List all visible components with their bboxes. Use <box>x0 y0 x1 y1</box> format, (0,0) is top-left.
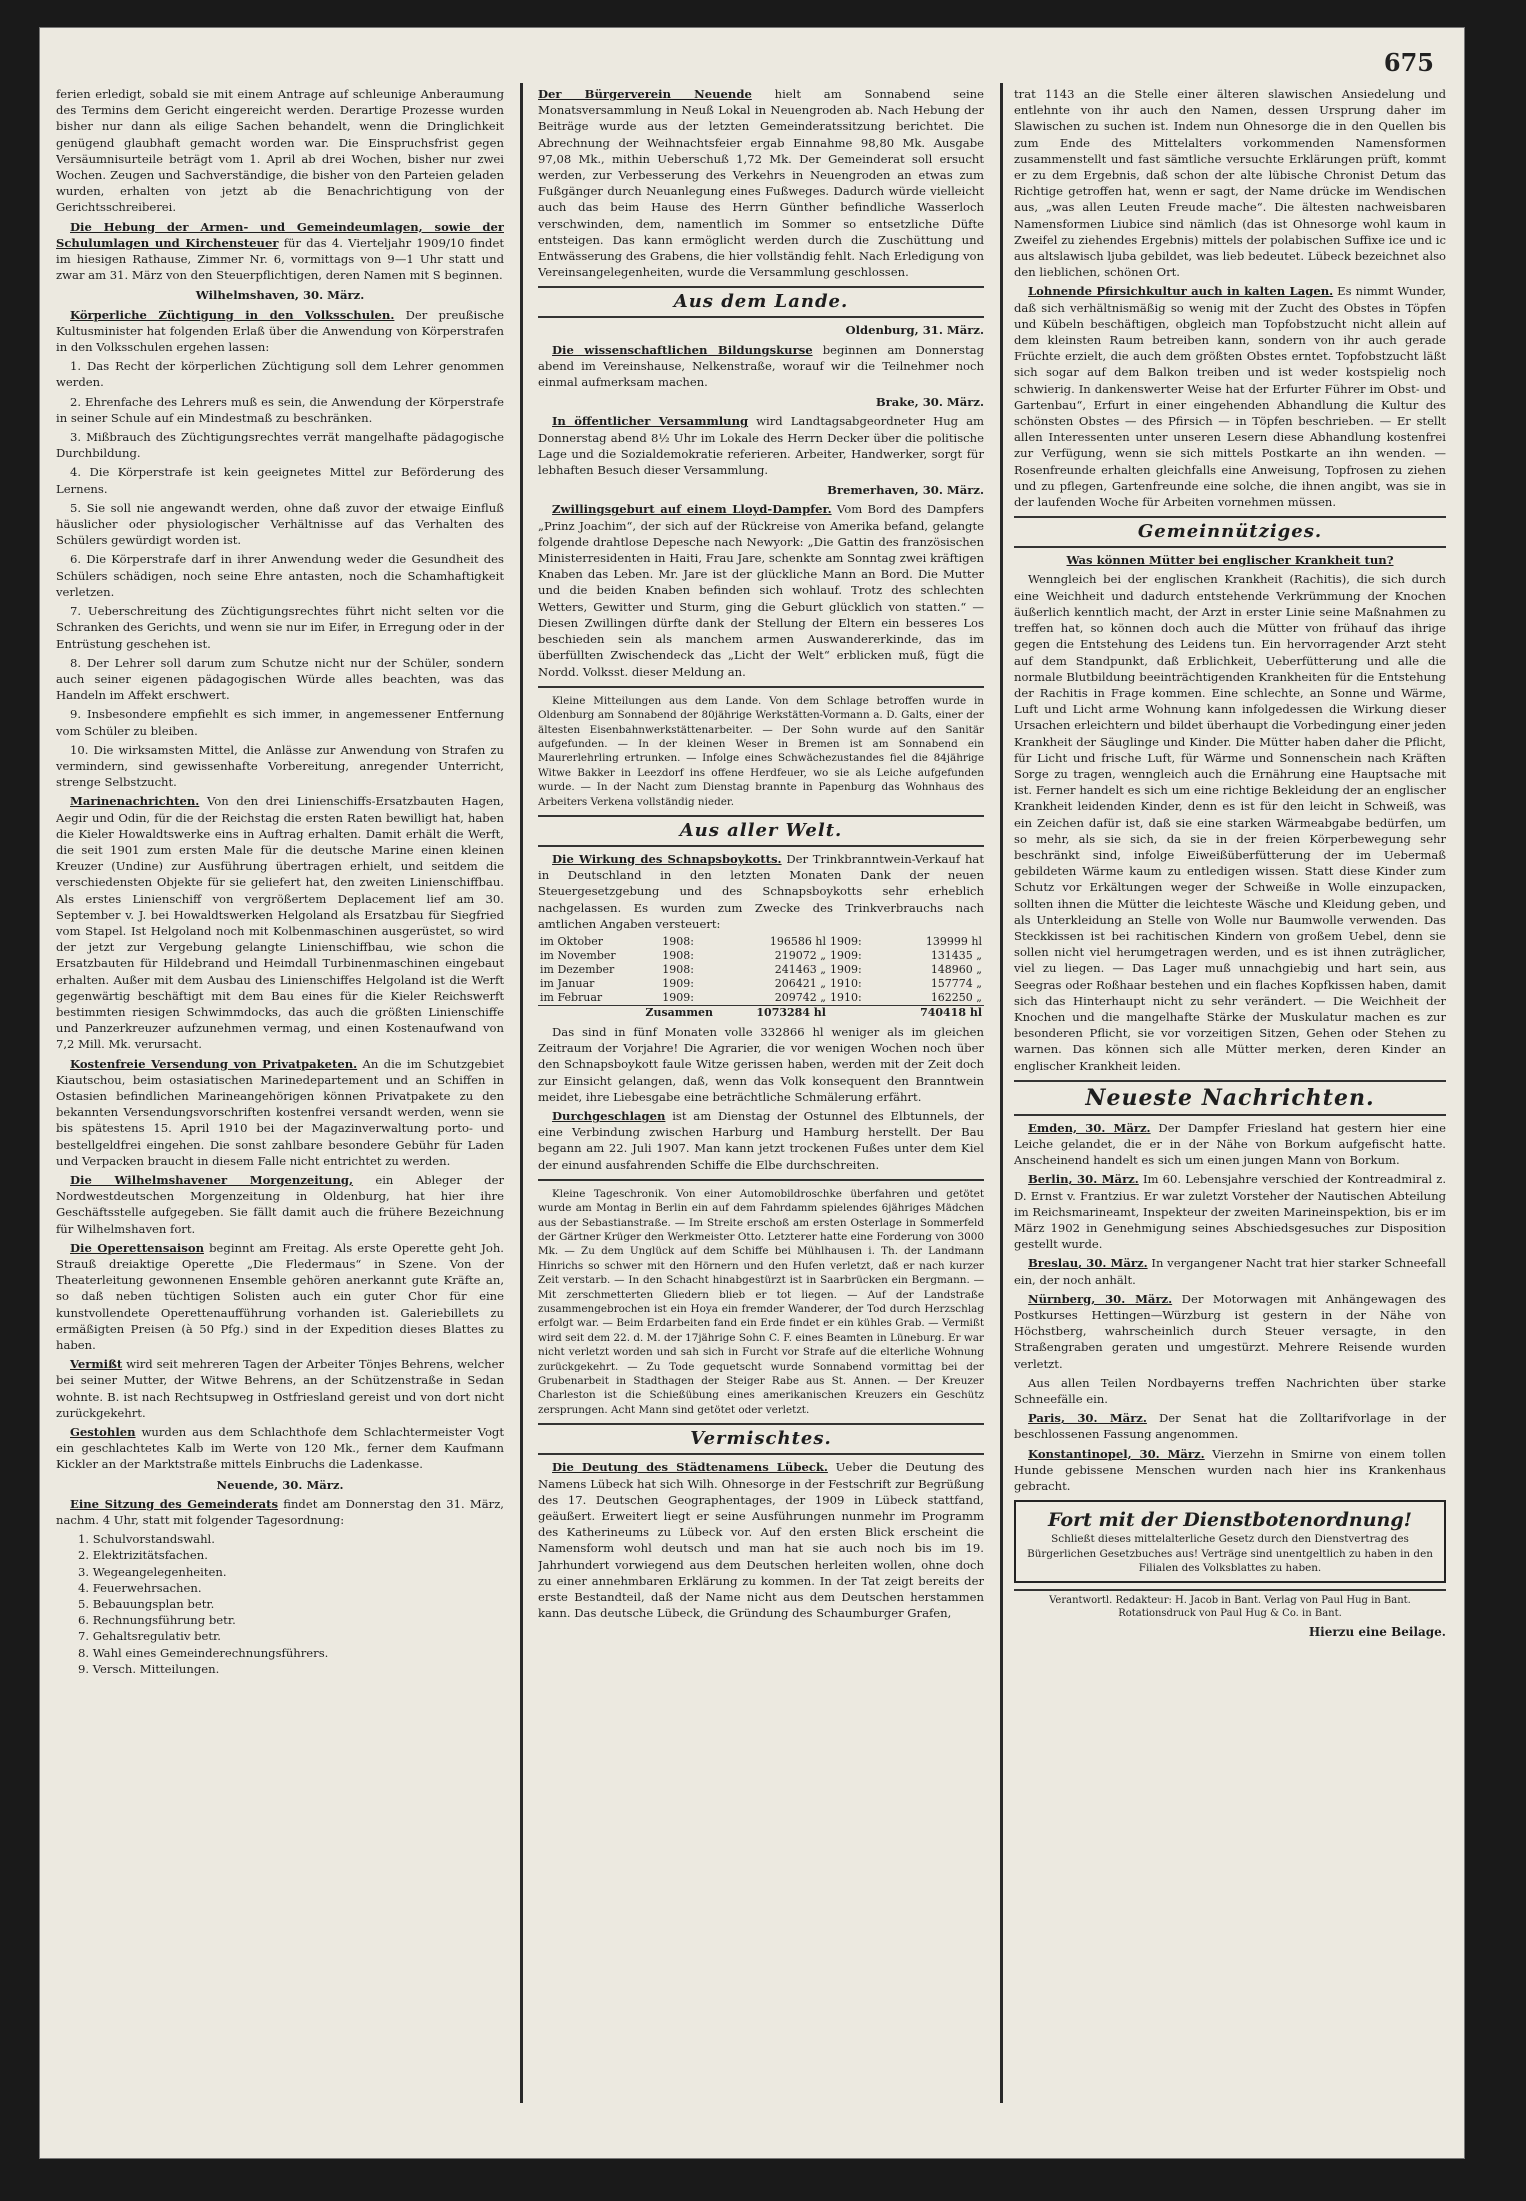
table-cell: im Dezember <box>540 962 615 976</box>
agenda-list <box>78 1531 504 1677</box>
table-cell: 1909: <box>662 976 694 990</box>
article-headline: Die Hebung der Armen- und Gemeindeumlagen, sowie der Schulumlagen und Kirchensteuer <box>56 219 504 250</box>
section-heading: Gemeinnütziges. <box>1014 516 1446 548</box>
list-item: 3. Mißbrauch des Züchtigungsrechtes verrät mangelhafte pädagogische Durchbildung. <box>56 430 504 461</box>
section-heading: Neueste Nachrichten. <box>1014 1080 1446 1116</box>
article-paragraph <box>538 1459 984 1621</box>
article-headline: Zwillingsgeburt auf einem Lloyd-Dampfer. <box>552 502 832 517</box>
article-paragraph <box>538 1108 984 1173</box>
article-paragraph <box>56 793 504 1052</box>
article-headline: Gestohlen <box>70 1425 136 1440</box>
article-paragraph <box>56 219 504 284</box>
agenda-item: 7. Gehaltsregulativ betr. <box>78 1629 221 1644</box>
article-paragraph: Wenngleich bei der englischen Krankheit (Rachitis), die sich durch eine Weichheit und dadurch entstehende Verkrümmung der Knochen äußerlich kenntlich macht, der Arzt in erster Linie seine Maßnahmen zu treffen hat, so können doch auch die Mütter von frühauf das ihrige gegen die Entstehung des Leidens tun. Ein hervorragender Arzt steht auf dem Standpunkt, daß Erblichkeit, Ueberfütterung und alle die normale Blutbildung beeinträchtigenden Krankheiten für die Entstehung der Rachitis in Frage kommen. Eine schlechte, an Sonne und Wärme, Luft und Licht arme Wohnung kann infolgedessen die Wirkung dieser Ursachen erleichtern und bildet überhaupt die Vorbedingung einer jeden Krankheit der Säuglinge und Kinder. Die Mütter haben daher die Pflicht, für Licht und frische Luft, für Wärme und Sonnenschein nach Kräften Sorge zu tragen, wenngleich auch die Ernährung eine Hauptsache mit ist. Ferner handelt es sich um eine richtige Bekleidung der an englischer Krankheit leidenden Kinder, denn es ist für den leicht in Schweiß, was ein Zeichen dafür ist, daß sie eine starken Wärmeabgabe bedürfen, um so mehr, als sie sich, da sie in der freien Körperbewegung sehr beschränkt sind, infolge Eiweißüberfütterung der im Uebermaß gebildeten Wärme kaum zu entledigen wissen. Statt diese Kinder zum Schutz vor Erkältungen weger der Schweiße in Wolle einzupacken, sollten ihnen die Mütter die leichteste Wäsche und Kleidung geben, und als Unterkleidung an Stelle von Wolle nur Baumwolle verwenden. Das Steckkissen ist bei rachitischen Kindern von großem Uebel, denn sie sollen nicht viel herumgetragen werden, und es ist ihnen zuträglicher, viel zu liegen. — Das Lager muß unnachgiebig und hart sein, aus Seegras oder Roßhaar bestehen und ein flaches Kopfkissen haben, damit sich das Hinterhaupt nicht zu sehr verändert. — Die Weichheit der Knochen und die mangelhafte Stärke der Muskulatur machen es zur besonderen Pflicht, sie vor vorzeitigen Sitzen, Gehen oder Stehen zu warnen. Das können sich alle Mütter merken, deren Kinder an englischer Krankheit leiden. <box>1014 572 1446 1073</box>
article-paragraph <box>538 501 984 679</box>
article-paragraph <box>1014 283 1446 510</box>
article-headline: Die Operettensaison <box>70 1240 204 1255</box>
article-headline: Lohnende Pfirsichkultur auch in kalten Lagen. <box>1028 284 1334 299</box>
article-headline: Die wissenschaftlichen Bildungskurse <box>552 342 813 357</box>
article-headline: Die Deutung des Städtenamens Lübeck. <box>552 1460 828 1475</box>
dateline: Paris, 30. März. <box>1028 1411 1147 1426</box>
dateline: Neuende, 30. März. <box>216 1477 344 1492</box>
table-cell: 1908: <box>662 948 694 962</box>
article-headline: Die Wirkung des Schnapsboykotts. <box>552 851 782 866</box>
article-headline: Marinenachrichten. <box>70 794 200 809</box>
advertisement-text: Schließt dieses mittelalterliche Gesetz durch den Dienstvertrag des Bürgerlichen Gesetzbuches aus! Verträge sind unentgeltlich zu haben in den Filialen des Volksblattes zu haben. <box>1027 1533 1433 1575</box>
table-row <box>538 977 984 991</box>
table-cell: 139999 hl <box>925 934 982 948</box>
table-cell: 1073284 hl <box>715 1005 828 1020</box>
table-cell: 157774 „ <box>930 976 982 990</box>
table-cell: 1908: <box>662 934 694 948</box>
dateline: Bremerhaven, 30. März. <box>827 483 984 498</box>
table-cell: 1910: <box>829 976 862 990</box>
table-cell: im Oktober <box>540 934 603 948</box>
article-paragraph <box>56 1172 504 1237</box>
article-text: Vierzehn in Smirne von einem tollen Hunde gebissene Menschen wurden nach hier ins Krankenhaus gebracht. <box>1014 1446 1446 1494</box>
column-divider <box>1000 83 1003 2103</box>
article-paragraph <box>56 1424 504 1473</box>
list-item: 2. Ehrenfache des Lehrers muß es sein, die Anwendung der Körperstrafe in seiner Schule auf ein Mindestmaß zu beschränken. <box>56 394 504 425</box>
article-paragraph <box>56 1240 504 1353</box>
article-paragraph <box>56 1056 504 1169</box>
article-headline: Durchgeschlagen <box>552 1108 666 1123</box>
table-cell: im Januar <box>540 976 595 990</box>
agenda-item: 5. Bebauungsplan betr. <box>78 1597 215 1612</box>
table-cell: 148960 „ <box>930 962 982 976</box>
dateline: Breslau, 30. März. <box>1028 1256 1148 1271</box>
article-text: Im 60. Lebensjahre verschied der Kontreadmiral z. D. Ernst v. Frantzius. Er war zuletzt Vorsteher der Nautischen Abteilung im Reichsmarineamt, Inspekteur der zweiten Marineinspektion, bis er im März 1902 in Genehmigung seines Abschiedsgesuches zur Disposition gestellt wurde. <box>1014 1172 1446 1252</box>
agenda-item: 2. Elektrizitätsfachen. <box>78 1548 208 1563</box>
article-paragraph <box>56 1496 504 1528</box>
article-paragraph: Das sind in fünf Monaten volle 332866 hl weniger als im gleichen Zeitraum der Vorjahre! Die Agrarier, die vor wenigen Wochen noch über den Schnapsboykott faule Witze gerissen haben, werden mit der Zeit doch zur Einsicht gelangen, daß, wenn das Volk konsequent den Branntwein meidet, ihre Liebesgabe eine beträchtliche Schmälerung erfährt. <box>538 1024 984 1104</box>
table-cell: 131435 „ <box>930 948 982 962</box>
supplement-note: Hierzu eine Beilage. <box>1308 1625 1446 1640</box>
article-text: wird Landtagsabgeordneter Hug am Donnerstag abend 8½ Uhr im Lokale des Herrn Decker über die politische Lage und die Sozialdemokratie referieren. Arbeiter, Handwerker, sorgt für lebhaften Besuch dieser Versammlung. <box>538 414 984 478</box>
list-item: 8. Der Lehrer soll darum zum Schutze nicht nur der Schüler, sondern auch seiner eigenen pädagogischen Würde alles beachten, was das Handeln im Affekt erschwert. <box>56 655 504 703</box>
advertisement-box <box>1014 1500 1446 1583</box>
list-item: 1. Das Recht der körperlichen Züchtigung soll dem Lehrer genommen werden. <box>56 359 504 390</box>
table-cell: 241463 „ <box>774 962 826 976</box>
article-text: Der Motorwagen mit Anhängewagen des Postkurses Hettingen—Würzburg ist gestern in der Nähe von Höchstberg, wahrscheinlich durch Steuer versagte, in den Straßengraben geraten und umgestürzt. Mehrere Reisende wurden verletzt. <box>1014 1291 1446 1371</box>
article-paragraph <box>56 1356 504 1421</box>
news-item <box>1014 1171 1446 1252</box>
article-text: für das 4. Vierteljahr 1909/10 findet im hiesigen Rathause, Zimmer Nr. 6, vormittags von 9—1 Uhr statt und zwar am 31. März von den Steuerpflichtigen, deren Namen mit S beginnen. <box>56 235 504 283</box>
table-cell: 1909: <box>829 962 862 976</box>
article-text: ein Ableger der Nordwestdeutschen Morgenzeitung in Oldenburg, hat hier ihre Geschäftsstelle aufgegeben. Sie fällt damit auch die frühere Bezeichnung für Wilhelmshaven fort. <box>56 1173 504 1236</box>
dateline: Nürnberg, 30. März. <box>1028 1291 1173 1306</box>
article-text: Von den drei Linienschiffs-Ersatzbauten Hagen, Aegir und Odin, für die der Reichstag die ersten Raten bewilligt hat, haben die Kieler Howaldtswerke eins in Auftrag erhalten. Damit erhält die Werft, die seit 1901 zum ersten Male für die deutsche Marine einen kleinen Kreuzer (Undine) zur Ausführung übertragen erhielt, und seitdem die verschiedensten Objekte für sie geliefert hat, den zweiten Linienschiffbau. Als erstes Linienschiff von vergrößertem Deplacement lief am 30. September v. J. bei Howaldtswerken Helgoland als Ersatzbau für Siegfried vom Stapel. Ist Helgoland noch mit Kolbenmaschinen ausgerüstet, so wird der jetzt zur Vergebung gelangte Linienschiffbau, wie schon die Ersatzbauten für Hildebrand und Heimdall Turbinenmaschinen eingebaut erhalten. Außer mit dem Ausbau des Linienschiffes Helgoland ist die Werft gegenwärtig beschäftigt mit dem Bau eines für die Kieler Reichswerft bestimmten riesigen Schwimmdocks, das auch die größten Linienschiffe und Panzerkreuzer aufzunehmen vermag, und einen Kostenaufwand von 7,2 Mill. Mk. verursacht. <box>56 794 504 1052</box>
article-headline: Der Bürgerverein Neuende <box>538 87 752 101</box>
statistics-table <box>538 935 984 1020</box>
article-paragraph: ferien erledigt, sobald sie mit einem Antrage auf schleunige Anberaumung des Termins dem Gericht eingereicht werden. Derartige Prozesse wurden bisher nur dann als eilige Sachen behandelt, wenn die Dringlichkeit genügend glaubhaft gemacht worden war. Die Einspruchsfrist gegen Versäumnisurteile beträgt vom 1. April ab drei Wochen, bisher nur zwei Wochen. Zeugen und Sachverständige, die bisher von den Parteien geladen wurden, erhalten von jetzt ab die Benachrichtigung von der Gerichtsschreiberei. <box>56 87 504 215</box>
table-cell: 1908: <box>662 962 694 976</box>
table-cell: 1910: <box>829 990 862 1004</box>
article-text: Es nimmt Wunder, daß sich verhältnismäßig so wenig mit der Zucht des Obstes in Töpfen und Kübeln beschäftigen, obgleich man Topfobstzucht nicht allein auf dem kleinsten Raum betreiben kann, sondern von ihr auch gerade Früchte erzielt, die auch dem größten Obstes erntet. Topfobstzucht läßt sich sogar auf dem Balkon treiben und ist weder kostspielig noch schwierig. In dankenswerter Weise hat der Erfurter Führer im Obst- und Gartenbau“, Erfurt in einer eingehenden Abhandlung die Kultur des schönsten Obstes — des Pfirsich — in Töpfen beschrieben. — Er stellt allen Interessenten unter unseren Lesern diese Abhandlung kostenfrei zur Verfügung, wenn sie sich mittels Postkarte an ihn wenden. — Rosenfreunde erhalten gleichfalls eine Anweisung, Topfrosen zu ziehen und zu pflegen, Gartenfreunde eine solche, die ihnen angibt, was sie in der laufenden Woche für Arbeiten vornehmen müssen. <box>1014 284 1446 510</box>
table-total-row <box>538 1005 984 1020</box>
article-headline: Vermißt <box>70 1357 123 1372</box>
list-item: 9. Insbesondere empfiehlt es sich immer, in angemessener Entfernung vom Schüler zu bleiben. <box>56 707 504 738</box>
list-item: 7. Ueberschreitung des Züchtigungsrechtes führt nicht selten vor die Schranken des Gerichts, und wenn sie nur im Eifer, in Erregung oder in der Entrüstung geschehen ist. <box>56 604 504 651</box>
advertisement-title: Fort mit der Dienstbotenordnung! <box>1048 1509 1412 1532</box>
article-headline: Körperliche Züchtigung in den Volksschulen. <box>70 307 395 322</box>
article-text: Der Senat hat die Zolltarifvorlage in der beschlossenen Fassung angenommen. <box>1014 1411 1446 1442</box>
article-paragraph <box>538 342 984 391</box>
article-text: beginnen am Donnerstag abend im Vereinshause, Nelkenstraße, worauf wir die Teilnehmer noch einmal aufmerksam machen. <box>538 342 984 390</box>
article-paragraph <box>538 413 984 478</box>
article-text: An die im Schutzgebiet Kiautschou, beim ostasiatischen Marinedepartement und an Schiffen in Ostasien befindlichen Marineangehörigen können Privatpakete zu den bekannten Versendungsvorschriften kostenfrei versandt werden, wenn sie bis spätestens 15. April 1910 bei der Magazinverwaltung porto- und bestellgeldfrei eingehen. Die sonst zahlbare besondere Gebühr für Laden und Verpacken braucht in diesem Falle nicht entrichtet zu werden. <box>56 1056 504 1168</box>
table-cell: im Februar <box>540 990 603 1004</box>
list-item: 4. Die Körperstrafe ist kein geeignetes Mittel zur Beförderung des Lernens. <box>56 465 504 496</box>
table-row <box>538 991 984 1006</box>
table-cell: 206421 „ <box>774 976 826 990</box>
article-text: Der preußische Kultusminister hat folgenden Erlaß über die Anwendung von Körperstrafen in den Volksschulen ergehen lassen: <box>56 307 504 355</box>
article-headline: Die Wilhelmshavener Morgenzeitung, <box>70 1173 354 1187</box>
article-text: Vom Bord des Dampfers „Prinz Joachim“, der sich auf der Rückreise von Amerika befand, gelangte folgende drahtlose Depesche nach Newyork: „Die Gattin des französischen Ministerresidenten in Haiti, Frau Jare, schenkte am Sonntag zwei kräftigen Knaben das Leben. Mr. Jare ist der glückliche Mann an Bord. Die Mutter und die beiden Knaben befinden sich wohlauf. Trotz des schlechten Wetters, Gewitter und Sturm, ging die Geburt glücklich von statten.“ — Diesen Zwillingen dürfte dank der Stellung der Eltern ein besseres Los beschieden sein als manchem armen Auswandererkinde, das im überfüllten Zwischendeck das „Licht der Welt“ erblicken muß, fügt die Nordd. Volksst. dieser Meldung an. <box>538 502 984 679</box>
small-print-paragraph: Kleine Mitteilungen aus dem Lande. Von dem Schlage betroffen wurde in Oldenburg am Sonnabend der 80jährige Werkstätten-Vormann a. D. Galts, einer der ältesten Eisenbahnwerkstättenarbeiter. — Der Sohn wurde auf den Sanitär aufgefunden. — In der kleinen Weser in Bremen ist am Sonnabend ein Maurerlehrling ertrunken. — Infolge eines Schwächezustandes fiel die 84jährige Witwe Bakker in Leezdorf ins offene Herdfeuer, wo sie als Leiche aufgefunden wurde. — In der Nacht zum Dienstag brannte in Papenburg das Wohnhaus des Arbeiters Verkena vollständig nieder. <box>538 694 984 808</box>
column-right <box>1014 86 1446 2098</box>
article-text: wurden aus dem Schlachthofe dem Schlachtermeister Vogt ein geschlachtetes Kalb im Werte von 120 Mk., ferner dem Kaufmann Kickler an der Marktstraße mittels Einbruchs die Ladenkasse. <box>56 1425 504 1472</box>
newspaper-page <box>40 28 1464 2158</box>
article-text: findet am Donnerstag den 31. März, nachm. 4 Uhr, statt mit folgender Tagesordnung: <box>56 1496 504 1528</box>
table-cell: 209742 „ <box>774 990 826 1004</box>
table-row <box>538 949 984 963</box>
table-cell: Zusammen <box>538 1005 715 1020</box>
news-item <box>1014 1255 1446 1287</box>
small-print-paragraph: Kleine Tageschronik. Von einer Automobildroschke überfahren und getötet wurde am Montag in Berlin ein auf dem Fahrdamm spielendes 6jähriges Mädchen aus der Sebastianstraße. — Im Streite erschoß am ersten Osterlage in Sommerfeld der Gärtner Krüger den Werkmeister Otto. Letzterer hatte eine Forderung von 3000 Mk. — Zu dem Unglück auf dem Schiffe bei Mühlhausen i. Th. der Landmann Hinrichs so schwer mit den Hörnern und den Hufen verletzt, daß er nach kurzer Zeit verstarb. — In den Schacht hinabgestürzt ist in Saarbrücken ein Bergmann. — Mit zerschmetterten Gliedern blieb er tot liegen. — Auf der Landstraße zusammengebrochen ist ein Hoya ein fremder Wanderer, der Tod durch Herzschlag erfolgt war. — Beim Erdarbeiten fand ein Erde findet er ein kühles Grab. — Vermißt wird seit dem 22. d. M. der 17jährige Sohn C. F. eines Beamten in Lüneburg. Er war nicht verletzt worden und sah sich in Furcht vor Strafe auf die elterliche Wohnung zurückgekehrt. — Zu Tode gequetscht wurde Sonnabend vormittag bei der Grubenarbeit in Stadthagen der Steiger Rabe aus St. Annen. — Der Kreuzer Charleston ist die Schießübung eines amerikanischen Kreuzers ein Geschütz zersprungen. Acht Mann sind getötet oder verletzt. <box>538 1187 984 1416</box>
news-item <box>1014 1120 1446 1169</box>
agenda-item: 8. Wahl eines Gemeinderechnungsführers. <box>78 1645 329 1660</box>
news-item <box>1014 1446 1446 1495</box>
list-item: 6. Die Körperstrafe darf in ihrer Anwendung weder die Gesundheit des Schülers schädigen, noch seine Ehre antasten, noch die Schamhaftigkeit verletzen. <box>56 552 504 599</box>
section-heading: Vermischtes. <box>538 1423 984 1455</box>
agenda-item: 1. Schulvorstandswahl. <box>78 1532 215 1547</box>
table-cell: 1909: <box>829 948 862 962</box>
column-middle <box>538 86 984 2098</box>
agenda-item: 9. Versch. Mitteilungen. <box>78 1661 220 1676</box>
table-row <box>538 935 984 949</box>
list-item: 10. Die wirksamsten Mittel, die Anlässe zur Anwendung von Strafen zu vermindern, sind gewissenhafte Vorbereitung, anregender Unterricht, strenge Selbstzucht. <box>56 742 504 790</box>
table-cell: 1909: <box>662 990 694 1004</box>
article-text: Ueber die Deutung des Namens Lübeck hat sich Wilh. Ohnesorge in der Festschrift zur Begrüßung des 17. Deutschen Geographentages, der 1909 in Lübeck stattfand, geäußert. Erweitert liegt er seine Ausführungen nunmehr im Programm des Katherineums zu Lübeck vor. Auf den ersten Blick erscheint die Namensform wohl deutsch und man hat sie auch noch bis im 19. Jahrhundert vorwiegend aus dem Deutschen herleiten wollen, ohne doch zu einer annehmbaren Erklärung zu kommen. In der Tat zeigt bereits der erste Bestandteil, daß der Name nicht aus dem Deutschen herstammen kann. Das deutsche Lübeck, die Gründung des Schaumburger Grafen, <box>538 1460 984 1621</box>
article-text: Der Trinkbranntwein-Verkauf hat in Deutschland in den letzten Monaten Dank der neuen Steuergesetzgebung und des Schnapsboykotts sehr erheblich nachgelassen. Es wurden zum Zwecke des Trinkverbrauchs nach amtlichen Angaben versteuert: <box>538 851 984 931</box>
news-item <box>1014 1291 1446 1372</box>
imprint: Verantwortl. Redakteur: H. Jacob in Bant. Verlag von Paul Hug in Bant. Rotationsdruck von Paul Hug & Co. in Bant. <box>1014 1589 1446 1620</box>
table-row <box>538 963 984 977</box>
table-cell: 196586 hl <box>769 934 826 948</box>
table-cell: 1909: <box>829 934 862 948</box>
dateline: Wilhelmshaven, 30. März. <box>195 288 365 303</box>
article-paragraph: trat 1143 an die Stelle einer älteren slawischen Ansiedelung und entlehnte von ihr auch den Namen, dessen Ursprung daher im Slawischen zu suchen ist. Indem nun Ohnesorge die in den Quellen bis zum Ende des Mittelalters vorkommenden Namensformen zusammenstellt und fast sämtliche versuchte Erklärungen prüft, kommt er zu dem Ergebnis, daß schon der alte lübische Chronist Detum das Richtige getroffen hat, wenn er sagt, der Name drücke im Wendischen aus, „was allen Leuten Freude mache“. Die ältesten nachweisbaren Namensformen Liubice sind nämlich (das ist Ohnesorge wohl kaum in Zweifel zu ziehendes Ergebnis) mittels der polabischen Suffixe ice und ic aus altslawisch ljuba gebildet, was lieb bedeutet. Lübeck bezeichnet also den lieblichen, schönen Ort. <box>1014 87 1446 280</box>
article-text: Der Dampfer Friesland hat gestern hier eine Leiche gelandet, die er in der Nähe von Borkum aufgefischt hatte. Anscheinend handelt es sich um einen jungen Mann von Borkum. <box>1014 1120 1446 1168</box>
agenda-item: 3. Wegeangelegenheiten. <box>78 1564 227 1579</box>
rule-divider <box>538 1179 984 1181</box>
table-cell: 219072 „ <box>774 948 826 962</box>
section-heading: Aus aller Welt. <box>538 815 984 847</box>
rule-divider <box>538 686 984 688</box>
article-headline: Kostenfreie Versendung von Privatpaketen. <box>70 1056 358 1071</box>
column-divider <box>520 83 523 2103</box>
page-number: 675 <box>1383 48 1434 77</box>
article-paragraph <box>56 307 504 356</box>
article-text: In vergangener Nacht trat hier starker Schneefall ein, der noch anhält. <box>1014 1256 1446 1287</box>
article-text: ist am Dienstag der Ostunnel des Elbtunnels, der eine Verbindung zwischen Harburg und Hamburg herstellt. Der Bau begann am 22. Juli 1907. Man kann jetzt trockenen Fußes unter dem Kiel der einund ausfahrenden Schiffe die Elbe durchschreiten. <box>538 1108 984 1172</box>
dateline: Emden, 30. März. <box>1028 1120 1151 1135</box>
article-text: wird seit mehreren Tagen der Arbeiter Tönjes Behrens, welcher bei seiner Mutter, der Witwe Behrens, an der Schützenstraße in Sedan wohnte. B. ist nach Rechtsupweg in Ostfriesland gereist und von dort nicht zurückgekehrt. <box>56 1357 504 1420</box>
news-item: Aus allen Teilen Nordbayerns treffen Nachrichten über starke Schneefälle ein. <box>1014 1375 1446 1407</box>
article-text: beginnt am Freitag. Als erste Operette geht Joh. Strauß dreiaktige Operette „Die Fledermaus“ in Szene. Von der Theaterleitung gewonnenen Ensemble gehören anerkannt gute Kräfte an, so daß neben tüchtigen Solisten auch ein guter Chor für eine kunstvollendete Operettenaufführung vorhanden ist. Galeriebillets zu ermäßigten Preisen (à 50 Pfg.) sind in der Expedition dieses Blattes zu haben. <box>56 1240 504 1353</box>
article-headline: Eine Sitzung des Gemeinderats <box>70 1496 279 1511</box>
agenda-item: 6. Rechnungsführung betr. <box>78 1613 236 1628</box>
table-cell: 162250 „ <box>930 990 982 1004</box>
news-item <box>1014 1410 1446 1442</box>
agenda-item: 4. Feuerwehrsachen. <box>78 1580 202 1595</box>
article-headline: In öffentlicher Versammlung <box>552 414 749 429</box>
article-paragraph <box>538 851 984 932</box>
list-item: 5. Sie soll nie angewandt werden, ohne daß zuvor der etwaige Einfluß häuslicher oder physiologischer Verhältnisse auf das Verhalten des Schülers gewürdigt worden ist. <box>56 500 504 548</box>
dateline: Brake, 30. März. <box>875 395 984 410</box>
dateline: Oldenburg, 31. März. <box>845 323 984 338</box>
column-left <box>56 86 504 2098</box>
dateline: Konstantinopel, 30. März. <box>1028 1446 1205 1461</box>
table-cell: im November <box>540 948 616 962</box>
article-headline: Was können Mütter bei englischer Krankheit tun? <box>1066 553 1394 568</box>
section-heading: Aus dem Lande. <box>538 286 984 318</box>
article-text: hielt am Sonnabend seine Monatsversammlung in Neuß Lokal in Neuengroden ab. Nach Hebung der Beiträge wurde aus der letzten Gemeinderatssitzung berichtet. Die Abrechnung der Weihnachtsfeier ergab Einnahme 98,80 Mk. Ausgabe 97,08 Mk., mithin Ueberschuß 1,72 Mk. Der Gemeinderat soll ersucht werden, zur Verbesserung des Verkehrs in Neuengroden an etwas zum Fußgänger durch Neuanlegung eines Fußweges. Dadurch würde vielleicht auch das beim Hause des Herrn Günther befindliche Wasserloch verschwinden, dem, namentlich im Sommer so entsetzliche Düfte entsteigen. Das kann ermöglicht werden durch die Zuschüttung und Entwässerung des Grabens, die hier vollständig fehlt. Nach Erledigung von Vereinsangelegenheiten, wurde die Versammlung geschlossen. <box>538 87 984 280</box>
article-paragraph <box>538 86 984 280</box>
dateline: Berlin, 30. März. <box>1028 1172 1139 1187</box>
table-cell: 740418 hl <box>883 1005 984 1020</box>
